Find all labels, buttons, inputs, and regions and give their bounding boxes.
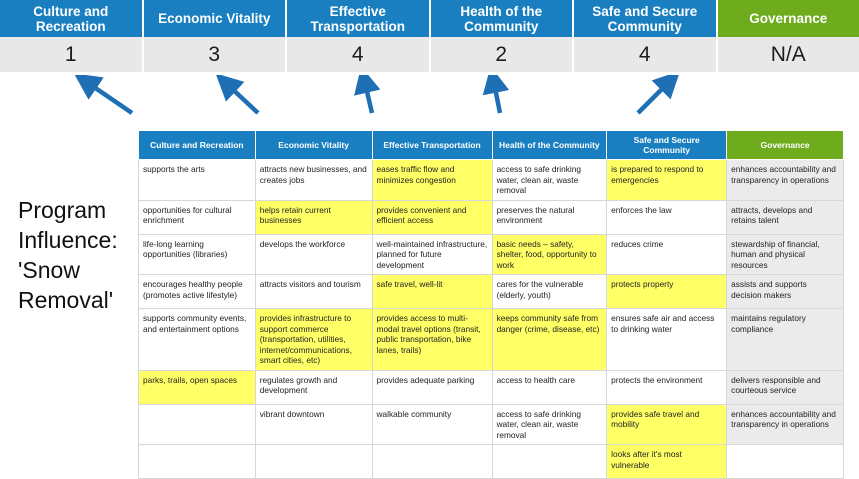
- matrix-cell: [255, 404, 372, 445]
- matrix-cell-text: supports community events, and entertainment options: [143, 313, 251, 334]
- matrix-cell-text: life-long learning opportunities (libraries): [143, 239, 251, 260]
- matrix-cell: [727, 309, 844, 371]
- matrix-header-governance: Governance: [727, 131, 844, 160]
- matrix-cell: [372, 309, 492, 371]
- matrix-cell: [492, 309, 607, 371]
- table-row: [139, 275, 844, 309]
- matrix-cell: [139, 445, 256, 479]
- program-influence-caption: [18, 195, 138, 315]
- caption-line-1: Program: [18, 195, 138, 225]
- matrix-cell: [139, 370, 256, 404]
- matrix-cell: [139, 275, 256, 309]
- matrix-cell: [607, 404, 727, 445]
- pillar-header-safe-and-secure-community: Safe and Secure Community: [574, 0, 718, 37]
- table-row: [139, 309, 844, 371]
- pillar-header-culture-and-recreation: Culture and Recreation: [0, 0, 144, 37]
- matrix-cell-text: parks, trails, open spaces: [143, 375, 251, 386]
- matrix-cell: [492, 275, 607, 309]
- pillar-header-band: [0, 0, 859, 37]
- matrix-cell: [255, 309, 372, 371]
- matrix-cell-text: looks after it's most vulnerable: [611, 449, 722, 470]
- matrix-body: [139, 160, 844, 479]
- matrix-cell: [372, 160, 492, 201]
- matrix-cell-text: stewardship of financial, human and physical resources: [731, 239, 839, 271]
- matrix-cell-text: enforces the law: [611, 205, 722, 216]
- matrix-cell-text: provides adequate parking: [377, 375, 488, 386]
- score-health-of-the-community: 2: [431, 37, 575, 72]
- matrix-cell-text: keeps community safe from danger (crime, disease, etc): [497, 313, 603, 334]
- pillar-header-effective-transportation: Effective Transportation: [287, 0, 431, 37]
- caption-line-4: Removal': [18, 285, 138, 315]
- table-row: [139, 370, 844, 404]
- matrix-cell: [492, 160, 607, 201]
- matrix-cell: [255, 275, 372, 309]
- matrix-cell-text: develops the workforce: [260, 239, 368, 250]
- matrix-cell-text: attracts new businesses, and creates jobs: [260, 164, 368, 185]
- matrix-cell: [372, 200, 492, 234]
- matrix-cell-text: helps retain current businesses: [260, 205, 368, 226]
- pillar-header-economic-vitality: Economic Vitality: [144, 0, 288, 37]
- matrix-cell-text: reduces crime: [611, 239, 722, 250]
- score-culture-and-recreation: 1: [0, 37, 144, 72]
- matrix-cell-text: access to safe drinking water, clean air, waste removal: [497, 164, 603, 196]
- matrix-cell: [372, 445, 492, 479]
- matrix-cell: [607, 275, 727, 309]
- matrix-cell-text: access to safe drinking water, clean air, waste removal: [497, 409, 603, 441]
- matrix-cell: [139, 404, 256, 445]
- matrix-cell: [372, 404, 492, 445]
- matrix-cell-text: maintains regulatory compliance: [731, 313, 839, 334]
- matrix-cell-text: supports the arts: [143, 164, 251, 175]
- matrix-cell-text: enhances accountability and transparency in operations: [731, 409, 839, 430]
- matrix-cell: [492, 200, 607, 234]
- matrix-cell: [255, 445, 372, 479]
- matrix-cell-text: protects property: [611, 279, 722, 290]
- matrix-header-economic-vitality: Economic Vitality: [255, 131, 372, 160]
- matrix-cell-text: enhances accountability and transparency in operations: [731, 164, 839, 185]
- matrix-cell: [727, 275, 844, 309]
- caption-line-3: 'Snow: [18, 255, 138, 285]
- matrix-cell: [372, 234, 492, 275]
- matrix-cell-text: delivers responsible and courteous service: [731, 375, 839, 396]
- pillar-attributes-matrix: [138, 130, 844, 479]
- matrix-cell: [727, 200, 844, 234]
- matrix-cell: [139, 309, 256, 371]
- matrix-cell: [727, 404, 844, 445]
- matrix-cell-text: basic needs – safety, shelter, food, opportunity to work: [497, 239, 603, 271]
- influence-arrow-health-of-the-community: [494, 83, 500, 113]
- matrix-header-effective-transportation: Effective Transportation: [372, 131, 492, 160]
- matrix-cell: [492, 370, 607, 404]
- score-effective-transportation: 4: [287, 37, 431, 72]
- matrix-cell-text: encourages healthy people (promotes active lifestyle): [143, 279, 251, 300]
- caption-line-2: Influence:: [18, 225, 138, 255]
- pillar-header-health-of-the-community: Health of the Community: [431, 0, 575, 37]
- influence-arrow-economic-vitality: [228, 85, 258, 113]
- table-row: [139, 234, 844, 275]
- matrix-cell: [727, 445, 844, 479]
- influence-arrows-group: [0, 75, 859, 133]
- pillar-header-governance: Governance: [718, 0, 859, 37]
- table-row: [139, 445, 844, 479]
- pillar-score-band: [0, 37, 859, 75]
- matrix-cell: [372, 275, 492, 309]
- matrix-cell: [607, 445, 727, 479]
- matrix-cell: [255, 234, 372, 275]
- matrix-cell: [727, 234, 844, 275]
- influence-arrow-culture-and-recreation: [88, 83, 132, 113]
- matrix-header-culture-and-recreation: Culture and Recreation: [139, 131, 256, 160]
- matrix-cell: [607, 200, 727, 234]
- matrix-cell-text: eases traffic flow and minimizes congestion: [377, 164, 488, 185]
- matrix-cell: [607, 160, 727, 201]
- matrix-cell: [492, 445, 607, 479]
- matrix-cell-text: provides infrastructure to support commerce (transportation, utilities, internet/communications, smart cities, etc): [260, 313, 368, 366]
- matrix-cell: [607, 309, 727, 371]
- matrix-cell-text: attracts, develops and retains talent: [731, 205, 839, 226]
- matrix-cell: [255, 160, 372, 201]
- matrix-cell-text: protects the environment: [611, 375, 722, 386]
- matrix-cell-text: assists and supports decision makers: [731, 279, 839, 300]
- matrix-header-health-of-the-community: Health of the Community: [492, 131, 607, 160]
- matrix-cell-text: well-maintained infrastructure, planned for future development: [377, 239, 488, 271]
- matrix-cell: [492, 234, 607, 275]
- matrix-cell-text: provides safe travel and mobility: [611, 409, 722, 430]
- influence-arrow-safe-and-secure-community: [638, 83, 668, 113]
- score-safe-and-secure-community: 4: [574, 37, 718, 72]
- matrix-cell-text: walkable community: [377, 409, 488, 420]
- matrix-cell-text: ensures safe air and access to drinking water: [611, 313, 722, 334]
- matrix-cell: [607, 234, 727, 275]
- score-economic-vitality: 3: [144, 37, 288, 72]
- matrix-cell: [139, 160, 256, 201]
- matrix-cell: [372, 370, 492, 404]
- matrix-cell: [727, 160, 844, 201]
- matrix-cell-text: access to health care: [497, 375, 603, 386]
- matrix-cell-text: opportunities for cultural enrichment: [143, 205, 251, 226]
- table-row: [139, 200, 844, 234]
- score-governance: N/A: [718, 37, 859, 72]
- matrix-cell: [492, 404, 607, 445]
- matrix-cell-text: safe travel, well-lit: [377, 279, 488, 290]
- matrix-cell-text: provides access to multi-modal travel options (transit, public transportation, bike lanes, trails): [377, 313, 488, 355]
- matrix-cell: [139, 200, 256, 234]
- matrix-cell: [727, 370, 844, 404]
- table-row: [139, 160, 844, 201]
- matrix-cell-text: provides convenient and efficient access: [377, 205, 488, 226]
- matrix-cell: [255, 370, 372, 404]
- matrix-cell-text: preserves the natural environment: [497, 205, 603, 226]
- matrix-header-safe-and-secure-community: Safe and Secure Community: [607, 131, 727, 160]
- table-row: [139, 404, 844, 445]
- matrix-cell-text: vibrant downtown: [260, 409, 368, 420]
- matrix-cell-text: attracts visitors and tourism: [260, 279, 368, 290]
- matrix-cell-text: is prepared to respond to emergencies: [611, 164, 722, 185]
- influence-arrow-effective-transportation: [365, 83, 372, 113]
- matrix-cell: [139, 234, 256, 275]
- matrix-cell-text: cares for the vulnerable (elderly, youth): [497, 279, 603, 300]
- matrix-cell: [607, 370, 727, 404]
- matrix-cell-text: regulates growth and development: [260, 375, 368, 396]
- matrix-header-row: [139, 131, 844, 160]
- matrix-cell: [255, 200, 372, 234]
